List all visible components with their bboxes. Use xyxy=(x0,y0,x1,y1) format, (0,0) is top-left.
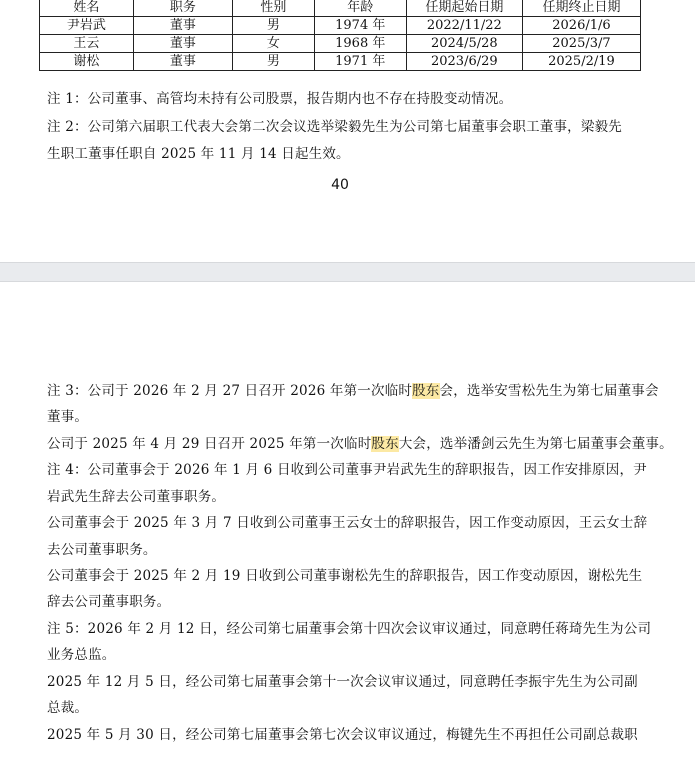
table-header-row xyxy=(40,0,641,17)
cell-gender: 男 xyxy=(233,17,315,35)
note-4-line-4: 去公司董事职务。 xyxy=(47,542,157,558)
note-3-line-3 xyxy=(47,431,673,457)
header-name: 姓名 xyxy=(40,0,134,17)
cell-term-end: 2025/3/7 xyxy=(522,35,640,53)
note-3-line-3-text-end: 大会，选举潘剑云先生为第七届董事会董事。 xyxy=(398,436,673,452)
note-4-line-2: 岩武先生辞去公司董事职务。 xyxy=(47,489,226,505)
header-age: 年龄 xyxy=(314,0,406,17)
cell-name: 尹岩武 xyxy=(40,17,134,35)
header-term-end: 任期终止日期 xyxy=(522,0,640,17)
cell-name: 谢松 xyxy=(40,53,134,71)
note-4-line-1: 注 4：公司董事会于 2026 年 1 月 6 日收到公司董事尹岩武先生的辞职报告，因工作安排原因，尹 xyxy=(47,462,647,478)
note-3-line-3-text-start: 公司于 2025 年 4 月 29 日召开 2025 年第一次临时 xyxy=(47,436,372,452)
cell-age: 1968 年 xyxy=(314,35,406,53)
cell-term-end: 2025/2/19 xyxy=(522,53,640,71)
cell-role: 董事 xyxy=(133,35,232,53)
header-role: 职务 xyxy=(133,0,232,17)
cell-age: 1974 年 xyxy=(314,17,406,35)
table-row xyxy=(40,53,641,71)
table-row xyxy=(40,35,641,53)
note-5-line-4: 总裁。 xyxy=(47,700,89,716)
cell-term-start: 2022/11/22 xyxy=(406,17,522,35)
table-row xyxy=(40,17,641,35)
cell-age: 1971 年 xyxy=(314,53,406,71)
note-4-line-3: 公司董事会于 2025 年 3 月 7 日收到公司董事王云女士的辞职报告，因工作变动原因，王云女士辞 xyxy=(47,515,648,531)
note-5-line-2: 业务总监。 xyxy=(47,647,116,663)
cell-term-end: 2026/1/6 xyxy=(522,17,640,35)
document-page-bottom xyxy=(0,281,695,759)
note-4-line-5: 公司董事会于 2025 年 2 月 19 日收到公司董事谢松先生的辞职报告，因工作变动原因，谢松先生 xyxy=(47,568,643,584)
note-5-line-3: 2025 年 12 月 5 日，经公司第七届董事会第十一次会议审议通过，同意聘任李振宇先生为公司副 xyxy=(47,674,638,690)
page-number: 40 xyxy=(331,177,349,193)
cell-term-start: 2023/6/29 xyxy=(406,53,522,71)
cell-role: 董事 xyxy=(133,53,232,71)
note-3-line-1-text-start: 注 3：公司于 2026 年 2 月 27 日召开 2026 年第一次临时 xyxy=(47,383,413,399)
note-3-line-1 xyxy=(47,378,659,404)
header-term-start: 任期起始日期 xyxy=(406,0,522,17)
note-3-line-1-text-end: 会，选举安雪松先生为第七届董事会 xyxy=(439,383,659,399)
cell-gender: 男 xyxy=(233,53,315,71)
search-highlight: 股东 xyxy=(412,383,440,399)
cell-gender: 女 xyxy=(233,35,315,53)
cell-term-start: 2024/5/28 xyxy=(406,35,522,53)
note-2-line-2: 生职工董事任职自 2025 年 11 月 14 日起生效。 xyxy=(47,146,350,162)
note-3-line-2: 董事。 xyxy=(47,409,89,425)
note-1: 注 1：公司董事、高管均未持有公司股票，报告期内也不存在持股变动情况。 xyxy=(47,91,513,107)
cell-name: 王云 xyxy=(40,35,134,53)
cell-role: 董事 xyxy=(133,17,232,35)
directors-table xyxy=(39,0,641,71)
note-5-line-5: 2025 年 5 月 30 日，经公司第七届董事会第七次会议审议通过，梅键先生不再担任公司副总裁职 xyxy=(47,727,638,743)
header-gender: 性别 xyxy=(233,0,315,17)
note-2-line-1: 注 2：公司第六届职工代表大会第二次会议选举梁毅先生为公司第七届董事会职工董事，梁毅先 xyxy=(47,119,622,135)
search-highlight: 股东 xyxy=(371,436,399,452)
document-page-top xyxy=(0,0,695,263)
note-4-line-6: 辞去公司董事职务。 xyxy=(47,594,171,610)
note-5-line-1: 注 5：2026 年 2 月 12 日，经公司第七届董事会第十四次会议审议通过，同意聘任蒋琦先生为公司 xyxy=(47,621,652,637)
